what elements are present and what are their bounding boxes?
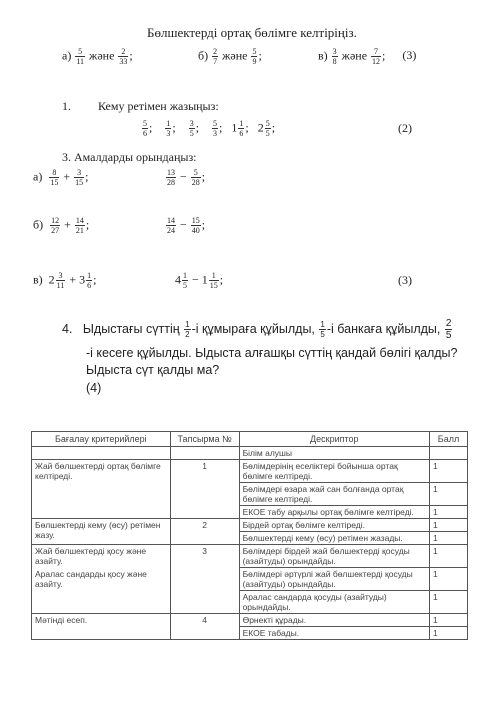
score-cell: 1 bbox=[430, 614, 468, 627]
task2-text: Кему ретімен жазыңыз: bbox=[98, 99, 219, 113]
fraction: $\frac{15}{40}$ bbox=[191, 216, 200, 235]
task4-line1: 4. Ыдыстағы сүттің $\frac{1}{2}$ -і құмыраға құйылды, $\frac{1}{5}$ -і банкаға құйылды, $\frac{2}{5}$ bbox=[62, 318, 452, 341]
item-label: а) bbox=[33, 169, 43, 184]
header-criteria: Бағалау критерийлері bbox=[32, 432, 171, 447]
task4-number: 4. bbox=[62, 321, 73, 336]
descriptor-cell: Бірдей ортақ бөлімге келтіреді. bbox=[239, 519, 429, 532]
task3-points: (3) bbox=[398, 273, 412, 287]
fraction: $\frac{2}{33}$ bbox=[119, 47, 128, 66]
score-cell: 1 bbox=[430, 591, 468, 614]
task4-line3: Ыдыста сүт қалды ма? bbox=[86, 363, 220, 377]
fraction: $\frac{2}{7}$ bbox=[213, 47, 218, 66]
conjunction: және bbox=[222, 48, 248, 63]
item-label: б) bbox=[198, 48, 209, 63]
fraction: $\frac{5}{5}$ bbox=[265, 119, 270, 138]
task1-item-c: в) $\frac{3}{8}$ және $\frac{7}{12}$ ; (3) bbox=[318, 47, 417, 66]
fraction: $\frac{3}{15}$ bbox=[75, 168, 84, 187]
task1-item-a: а) $\frac{5}{11}$ және $\frac{2}{33}$ ; bbox=[62, 47, 133, 66]
fraction: $\frac{3}{5}$ bbox=[189, 119, 194, 138]
fraction: $\frac{1}{2}$ bbox=[185, 320, 190, 339]
table-row bbox=[32, 545, 468, 568]
table-header-row bbox=[32, 432, 468, 447]
score-cell: 1 bbox=[430, 460, 468, 483]
task3-row-c-left: в) 2 $\frac{3}{11}$ + 3 $\frac{1}{6}$ ; bbox=[33, 271, 97, 290]
descriptor-cell: Бөлімдерінің еселіктері бойынша ортақ бөлімге келтіреді. bbox=[239, 460, 429, 483]
fraction: $\frac{5}{3}$ bbox=[213, 119, 218, 138]
task2-fractions: $\frac{5}{6}$ ; $\frac{1}{3}$ ; $\frac{3}{5}$ ; $\frac{5}{3}$ ; 1 $\frac{1}{6}$ ; 2 $\frac{5}{5}$ ; bbox=[143, 119, 276, 138]
score-cell: 1 bbox=[430, 506, 468, 519]
fraction: $\frac{7}{12}$ bbox=[372, 47, 381, 66]
fraction: $\frac{2}{5}$ bbox=[445, 318, 452, 341]
task3-row-c-right: 4 $\frac{1}{5}$ − 1 $\frac{1}{15}$ ; bbox=[175, 271, 224, 290]
task1-points: (3) bbox=[402, 48, 417, 63]
fraction: $\frac{1}{3}$ bbox=[166, 119, 171, 138]
descriptor-cell: Өрнекті құрады. bbox=[239, 614, 429, 627]
descriptor-cell: Бөлімдері бірдей жай бөлшектерді қосуды (азайтуды) орындайды. bbox=[239, 545, 429, 568]
score-cell: 1 bbox=[430, 519, 468, 532]
descriptor-cell: Бөлімдері әртүрлі жай бөлшектерді қосуды (азайтуды) орындайды. bbox=[239, 568, 429, 591]
score-cell: 1 bbox=[430, 545, 468, 568]
fraction: $\frac{3}{8}$ bbox=[332, 47, 337, 66]
fraction: $\frac{5}{28}$ bbox=[191, 168, 200, 187]
fraction: $\frac{12}{27}$ bbox=[51, 216, 60, 235]
score-cell: 1 bbox=[430, 627, 468, 640]
table-row bbox=[32, 614, 468, 627]
fraction: $\frac{5}{6}$ bbox=[143, 119, 147, 138]
assessment-table bbox=[31, 431, 468, 640]
fraction: $\frac{5}{11}$ bbox=[76, 47, 85, 66]
header-score: Балл bbox=[430, 432, 468, 447]
page-title: Бөлшектерді ортақ бөлімге келтіріңіз. bbox=[147, 25, 357, 40]
table-subheader-row bbox=[32, 447, 468, 460]
task1-item-b: б) $\frac{2}{7}$ және $\frac{5}{9}$ ; bbox=[198, 47, 262, 66]
task-number-cell: 3 bbox=[170, 545, 239, 614]
criterion-text-2: Аралас сандарды қосу және азайту. bbox=[35, 569, 147, 589]
fraction: $\frac{1}{6}$ bbox=[87, 271, 92, 290]
task-number-cell: 1 bbox=[170, 460, 239, 519]
fraction: $\frac{8}{15}$ bbox=[50, 168, 59, 187]
fraction: $\frac{1}{6}$ bbox=[239, 119, 244, 138]
task4-line2: -і кесеге құйылды. Ыдыста алғашқы сүттің қандай бөлігі қалды? bbox=[86, 346, 458, 360]
task3-row-a-right: $\frac{13}{28}$ − $\frac{5}{28}$ ; bbox=[167, 168, 206, 187]
descriptor-cell: Аралас сандарда қосуды (азайтуды) орындайды. bbox=[239, 591, 429, 614]
fraction: $\frac{13}{28}$ bbox=[167, 168, 175, 187]
fraction: $\frac{1}{5}$ bbox=[183, 271, 187, 290]
task3-row-a-left: а) $\frac{8}{15}$ + $\frac{3}{15}$ ; bbox=[33, 168, 89, 187]
descriptor-cell: Бөлшектерді кему (өсу) ретімен жазады. bbox=[239, 532, 429, 545]
task2-points: (2) bbox=[398, 121, 412, 135]
fraction: $\frac{3}{11}$ bbox=[56, 271, 65, 290]
descriptor-cell: Бөлімдері өзара жай сан болғанда ортақ бөлімге келтіреді. bbox=[239, 483, 429, 506]
descriptor-cell: ЕКОЕ табады. bbox=[239, 627, 429, 640]
fraction: $\frac{14}{24}$ bbox=[167, 216, 175, 235]
task3-heading: 3. Амалдарды орындаңыз: bbox=[62, 150, 197, 164]
subheader-learner: Білім алушы bbox=[239, 447, 429, 460]
item-label: а) bbox=[62, 48, 72, 63]
item-label: в) bbox=[33, 272, 43, 287]
criterion-cell bbox=[32, 545, 171, 614]
task3-row-b-right: $\frac{14}{24}$ − $\frac{15}{40}$ ; bbox=[167, 216, 206, 235]
task2-number: 1. bbox=[62, 99, 71, 113]
score-cell: 1 bbox=[430, 483, 468, 506]
item-label: б) bbox=[33, 217, 44, 232]
header-descriptor: Дескриптор bbox=[239, 432, 429, 447]
criterion-cell: Жай бөлшектерді ортақ бөлімге келтіреді. bbox=[32, 460, 171, 519]
task-number-cell: 4 bbox=[170, 614, 239, 640]
table-row bbox=[32, 519, 468, 532]
criterion-cell: Бөлшектерді кему (өсу) ретімен жазу. bbox=[32, 519, 171, 545]
score-cell: 1 bbox=[430, 532, 468, 545]
fraction: $\frac{1}{15}$ bbox=[209, 271, 218, 290]
item-label: в) bbox=[318, 48, 328, 63]
fraction: $\frac{14}{21}$ bbox=[75, 216, 84, 235]
criterion-text: Жай бөлшектерді қосу және азайту. bbox=[35, 546, 147, 566]
conjunction: және bbox=[341, 48, 368, 63]
table-row bbox=[32, 460, 468, 483]
score-cell: 1 bbox=[430, 568, 468, 591]
fraction: $\frac{5}{9}$ bbox=[252, 47, 257, 66]
descriptor-cell: ЕКОЕ табу арқылы ортақ бөлімге келтіреді. bbox=[239, 506, 429, 519]
task4-points: (4) bbox=[86, 381, 102, 395]
fraction: $\frac{1}{5}$ bbox=[320, 320, 325, 339]
task-number-cell: 2 bbox=[170, 519, 239, 545]
task3-row-b-left: б) $\frac{12}{27}$ + $\frac{14}{21}$ ; bbox=[33, 216, 90, 235]
conjunction: және bbox=[89, 48, 115, 63]
criterion-cell: Мәтінді есеп. bbox=[32, 614, 171, 640]
header-task: Тапсырма № bbox=[170, 432, 239, 447]
